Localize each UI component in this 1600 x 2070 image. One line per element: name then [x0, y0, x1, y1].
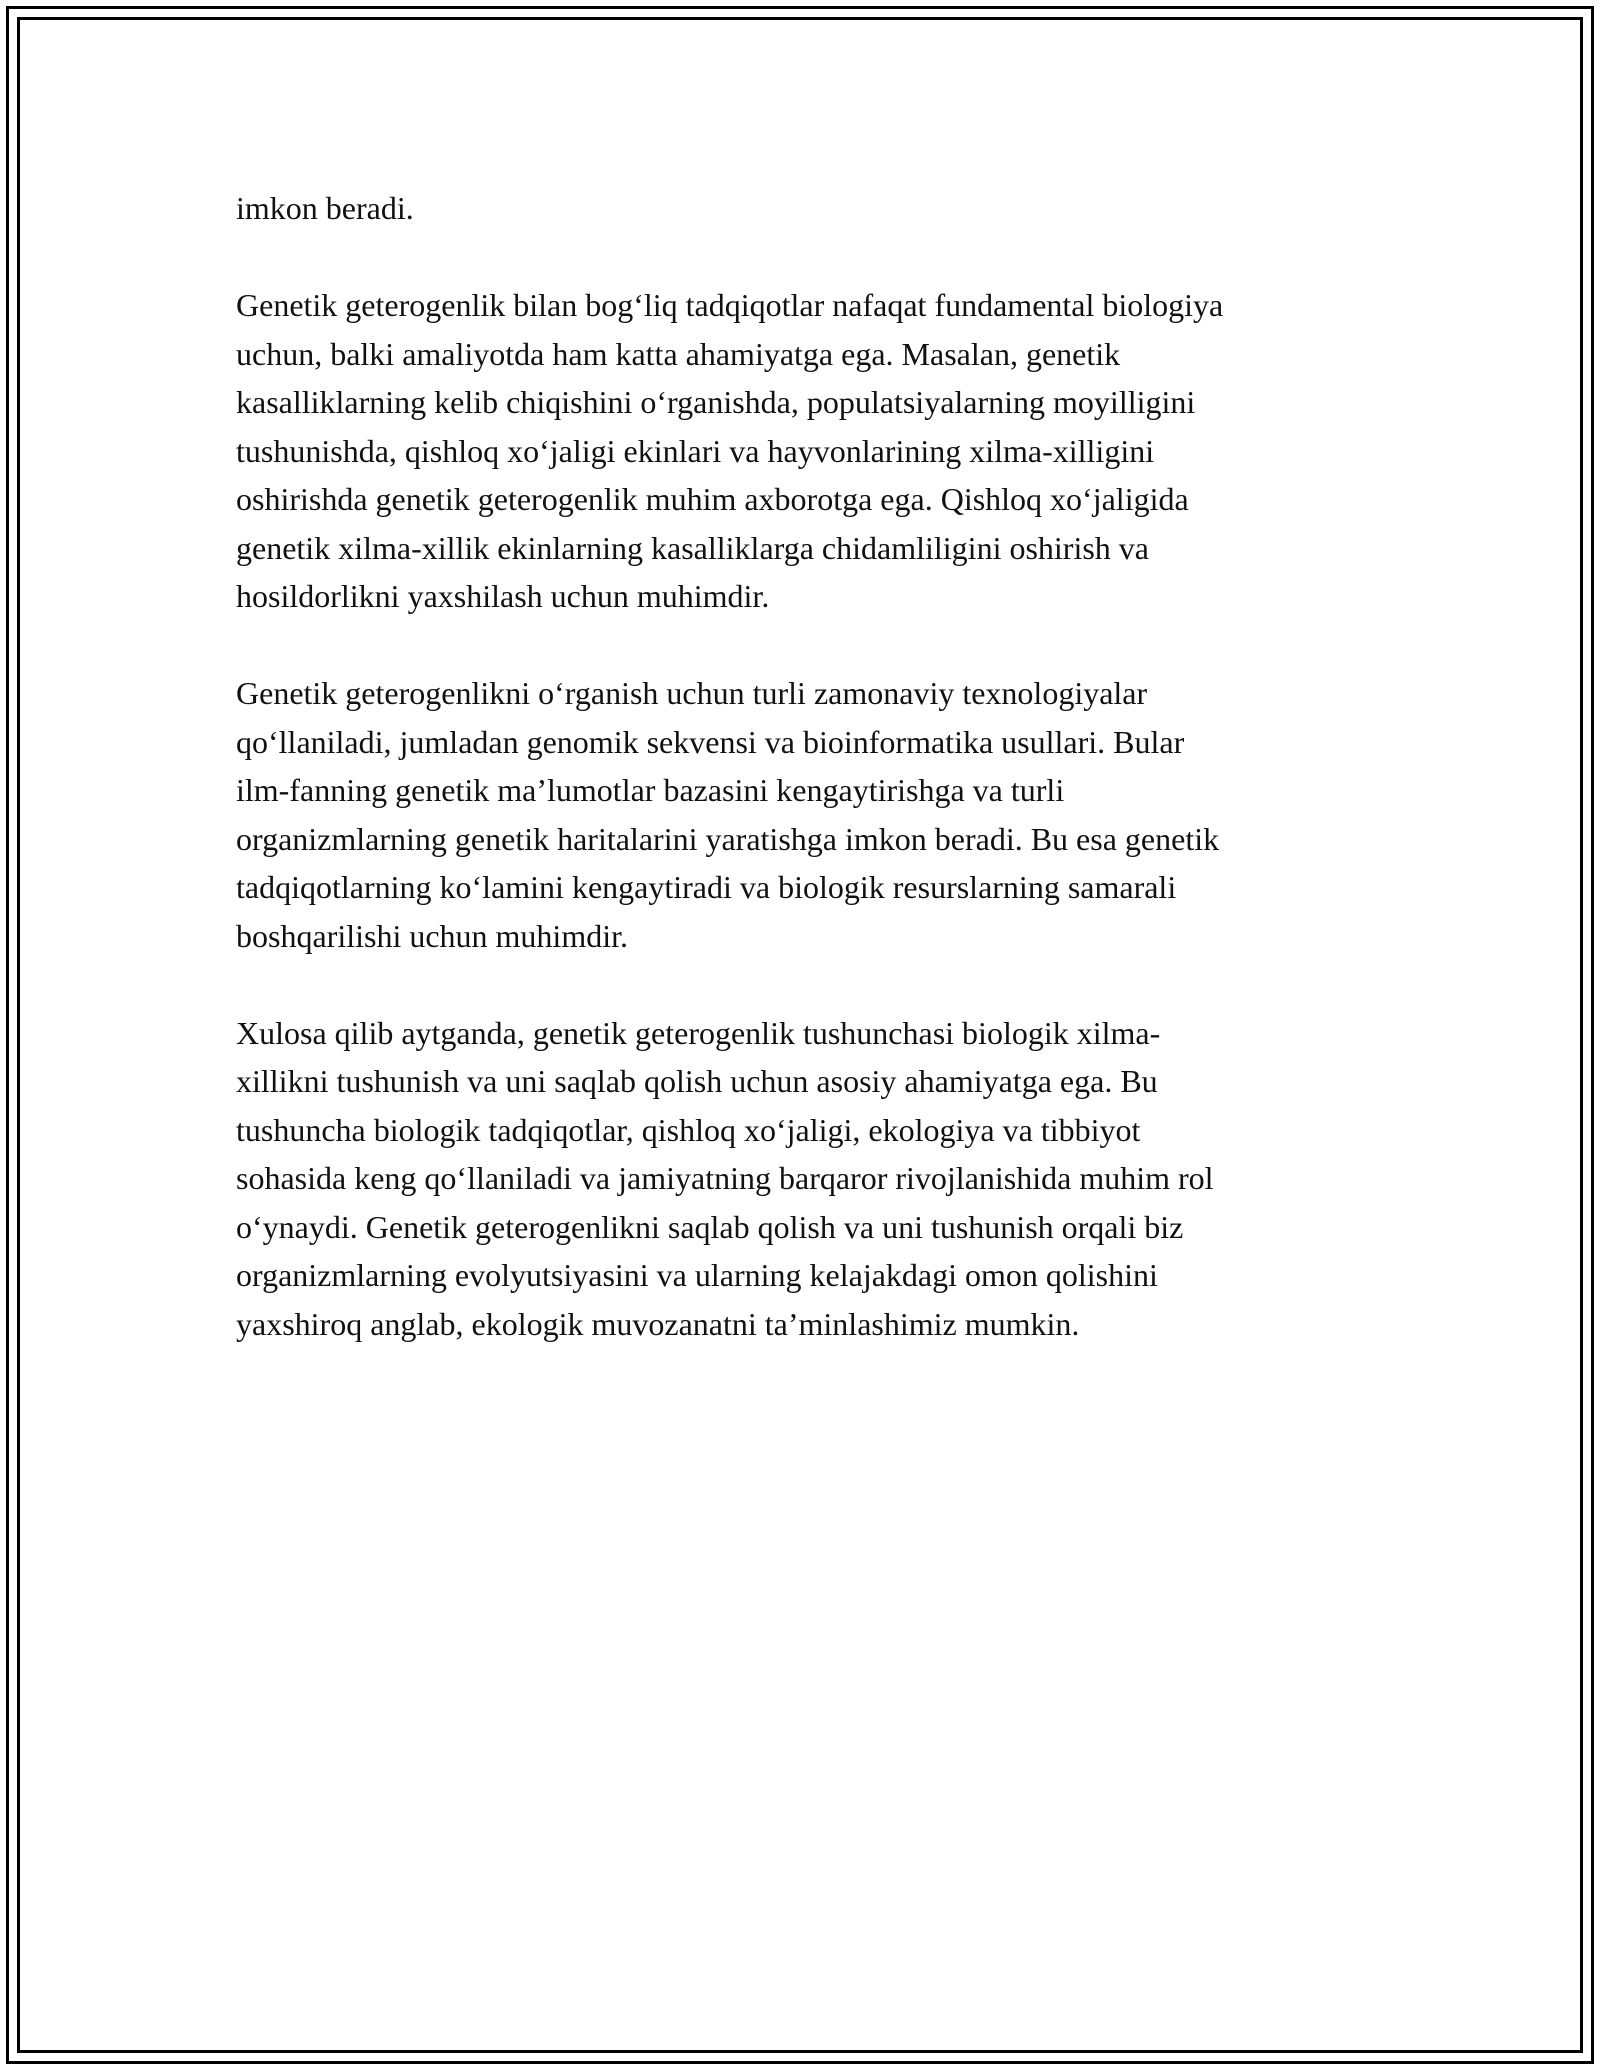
text-line: tushunishda, qishloq xo‘jaligi ekinlari va hayvonlarining xilma-xilligini — [236, 432, 1155, 469]
paragraph-2 — [236, 281, 1386, 621]
text-line: Genetik geterogenlik bilan bog‘liq tadqiqotlar nafaqat fundamental biologiya — [236, 287, 1224, 323]
text-line: tushuncha biologik tadqiqotlar, qishloq xo‘jaligi, ekologiya va tibbiyot — [236, 1111, 1141, 1148]
text-line: organizmlarning evolyutsiyasini va ularning kelajakdagi omon qolishini — [236, 1257, 1158, 1293]
text-line: tadqiqotlarning ko‘lamini kengaytiradi va biologik resurslarning samarali — [236, 869, 1177, 905]
paragraph-3 — [236, 669, 1386, 960]
text-line: ilm-fanning genetik ma’lumotlar bazasini kengaytirishga va turli — [236, 772, 1065, 808]
text-line: yaxshiroq anglab, ekologik muvozanatni ta’minlashimiz mumkin. — [236, 1305, 1080, 1342]
paragraph-1 — [236, 184, 1386, 233]
paragraph-4 — [236, 1009, 1386, 1349]
document-body — [236, 184, 1386, 1397]
text-line: Genetik geterogenlikni o‘rganish uchun turli zamonaviy texnologiyalar — [236, 675, 1148, 711]
text-line: o‘ynaydi. Genetik geterogenlikni saqlab qolish va uni tushunish orqali biz — [236, 1208, 1184, 1245]
text-line: sohasida keng qo‘llaniladi va jamiyatning barqaror rivojlanishida muhim rol — [236, 1160, 1214, 1196]
text-line: uchun, balki amaliyotda ham katta ahamiyatga ega. Masalan, genetik — [236, 335, 1121, 372]
text-line: qo‘llaniladi, jumladan genomik sekvensi va bioinformatika usullari. Bular — [236, 723, 1185, 760]
text-line: genetik xilma-xillik ekinlarning kasalliklarga chidamliligini oshirish va — [236, 529, 1149, 566]
text-line: oshirishda genetik geterogenlik muhim axborotga ega. Qishloq xo‘jaligida — [236, 481, 1189, 517]
text-line: xillikni tushunish va uni saqlab qolish uchun asosiy ahamiyatga ega. Bu — [236, 1063, 1158, 1099]
text-line: organizmlarning genetik haritalarini yaratishga imkon beradi. Bu esa genetik — [236, 820, 1220, 857]
text-line: Xulosa qilib aytganda, genetik geterogenlik tushunchasi biologik xilma- — [236, 1014, 1161, 1051]
text-line: kasalliklarning kelib chiqishini o‘rganishda, populatsiyalarning moyilligini — [236, 384, 1196, 420]
text-line: hosildorlikni yaxshilash uchun muhimdir. — [236, 578, 770, 614]
text-line: boshqarilishi uchun muhimdir. — [236, 917, 628, 954]
text-line: imkon beradi. — [236, 190, 414, 226]
